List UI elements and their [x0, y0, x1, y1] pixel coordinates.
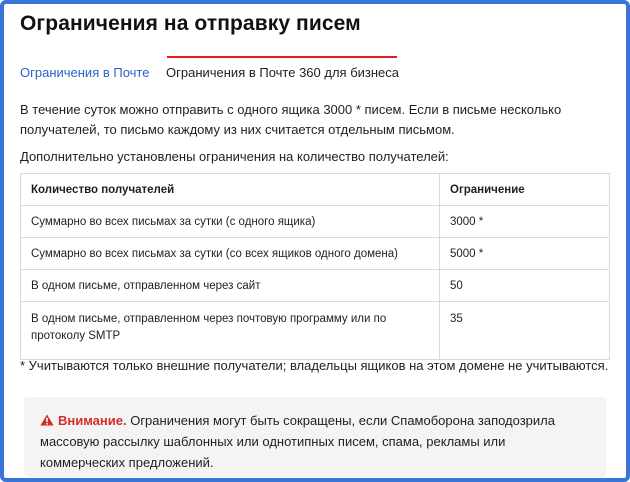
table-cell-recipients: Суммарно во всех письмах за сутки (с одного ящика) [21, 206, 440, 238]
table-cell-recipients: Суммарно во всех письмах за сутки (со всех ящиков одного домена) [21, 238, 440, 270]
active-tab-indicator [167, 56, 397, 58]
warning-label: Внимание. [58, 413, 127, 428]
intro-paragraph: В течение суток можно отправить с одного ящика 3000 * писем. Если в письме несколько получателей, то письмо каждому из них считается отдельным письмом. [20, 102, 562, 137]
warning-triangle-icon [40, 414, 54, 426]
warning-box [24, 397, 606, 477]
table-header-row [21, 174, 610, 206]
page-title: Ограничения на отправку писем [20, 12, 361, 35]
tab-mail-limits[interactable]: Ограничения в Почте [20, 65, 150, 80]
tabs [20, 56, 600, 88]
table-cell-recipients: В одном письме, отправленном через сайт [21, 270, 440, 302]
additional-paragraph: Дополнительно установлены ограничения на количество получателей: [20, 149, 449, 164]
table-row [21, 270, 610, 302]
table-row [21, 302, 610, 360]
column-header-limit: Ограничение [440, 174, 610, 206]
warning-message: Ограничения могут быть сокращены, если Спамоборона заподозрила массовую рассылку шаблонных или однотипных писем, спама, рекламы или коммерческих предложений. [40, 413, 555, 470]
table-cell-limit: 50 [440, 270, 610, 302]
limits-table [20, 173, 610, 360]
table-cell-limit: 35 [440, 302, 610, 360]
table-row [21, 238, 610, 270]
table-cell-recipients: В одном письме, отправленном через почтовую программу или по протоколу SMTP [21, 302, 440, 360]
footnote: * Учитываются только внешние получатели; владельцы ящиков на этом домене не учитываются. [20, 358, 609, 373]
table-cell-limit: 3000 * [440, 206, 610, 238]
table-cell-limit: 5000 * [440, 238, 610, 270]
table-row [21, 206, 610, 238]
warning-text-block [40, 410, 585, 473]
tab-mail-360-business-limits[interactable]: Ограничения в Почте 360 для бизнеса [166, 65, 400, 80]
column-header-recipients: Количество получателей [21, 174, 440, 206]
